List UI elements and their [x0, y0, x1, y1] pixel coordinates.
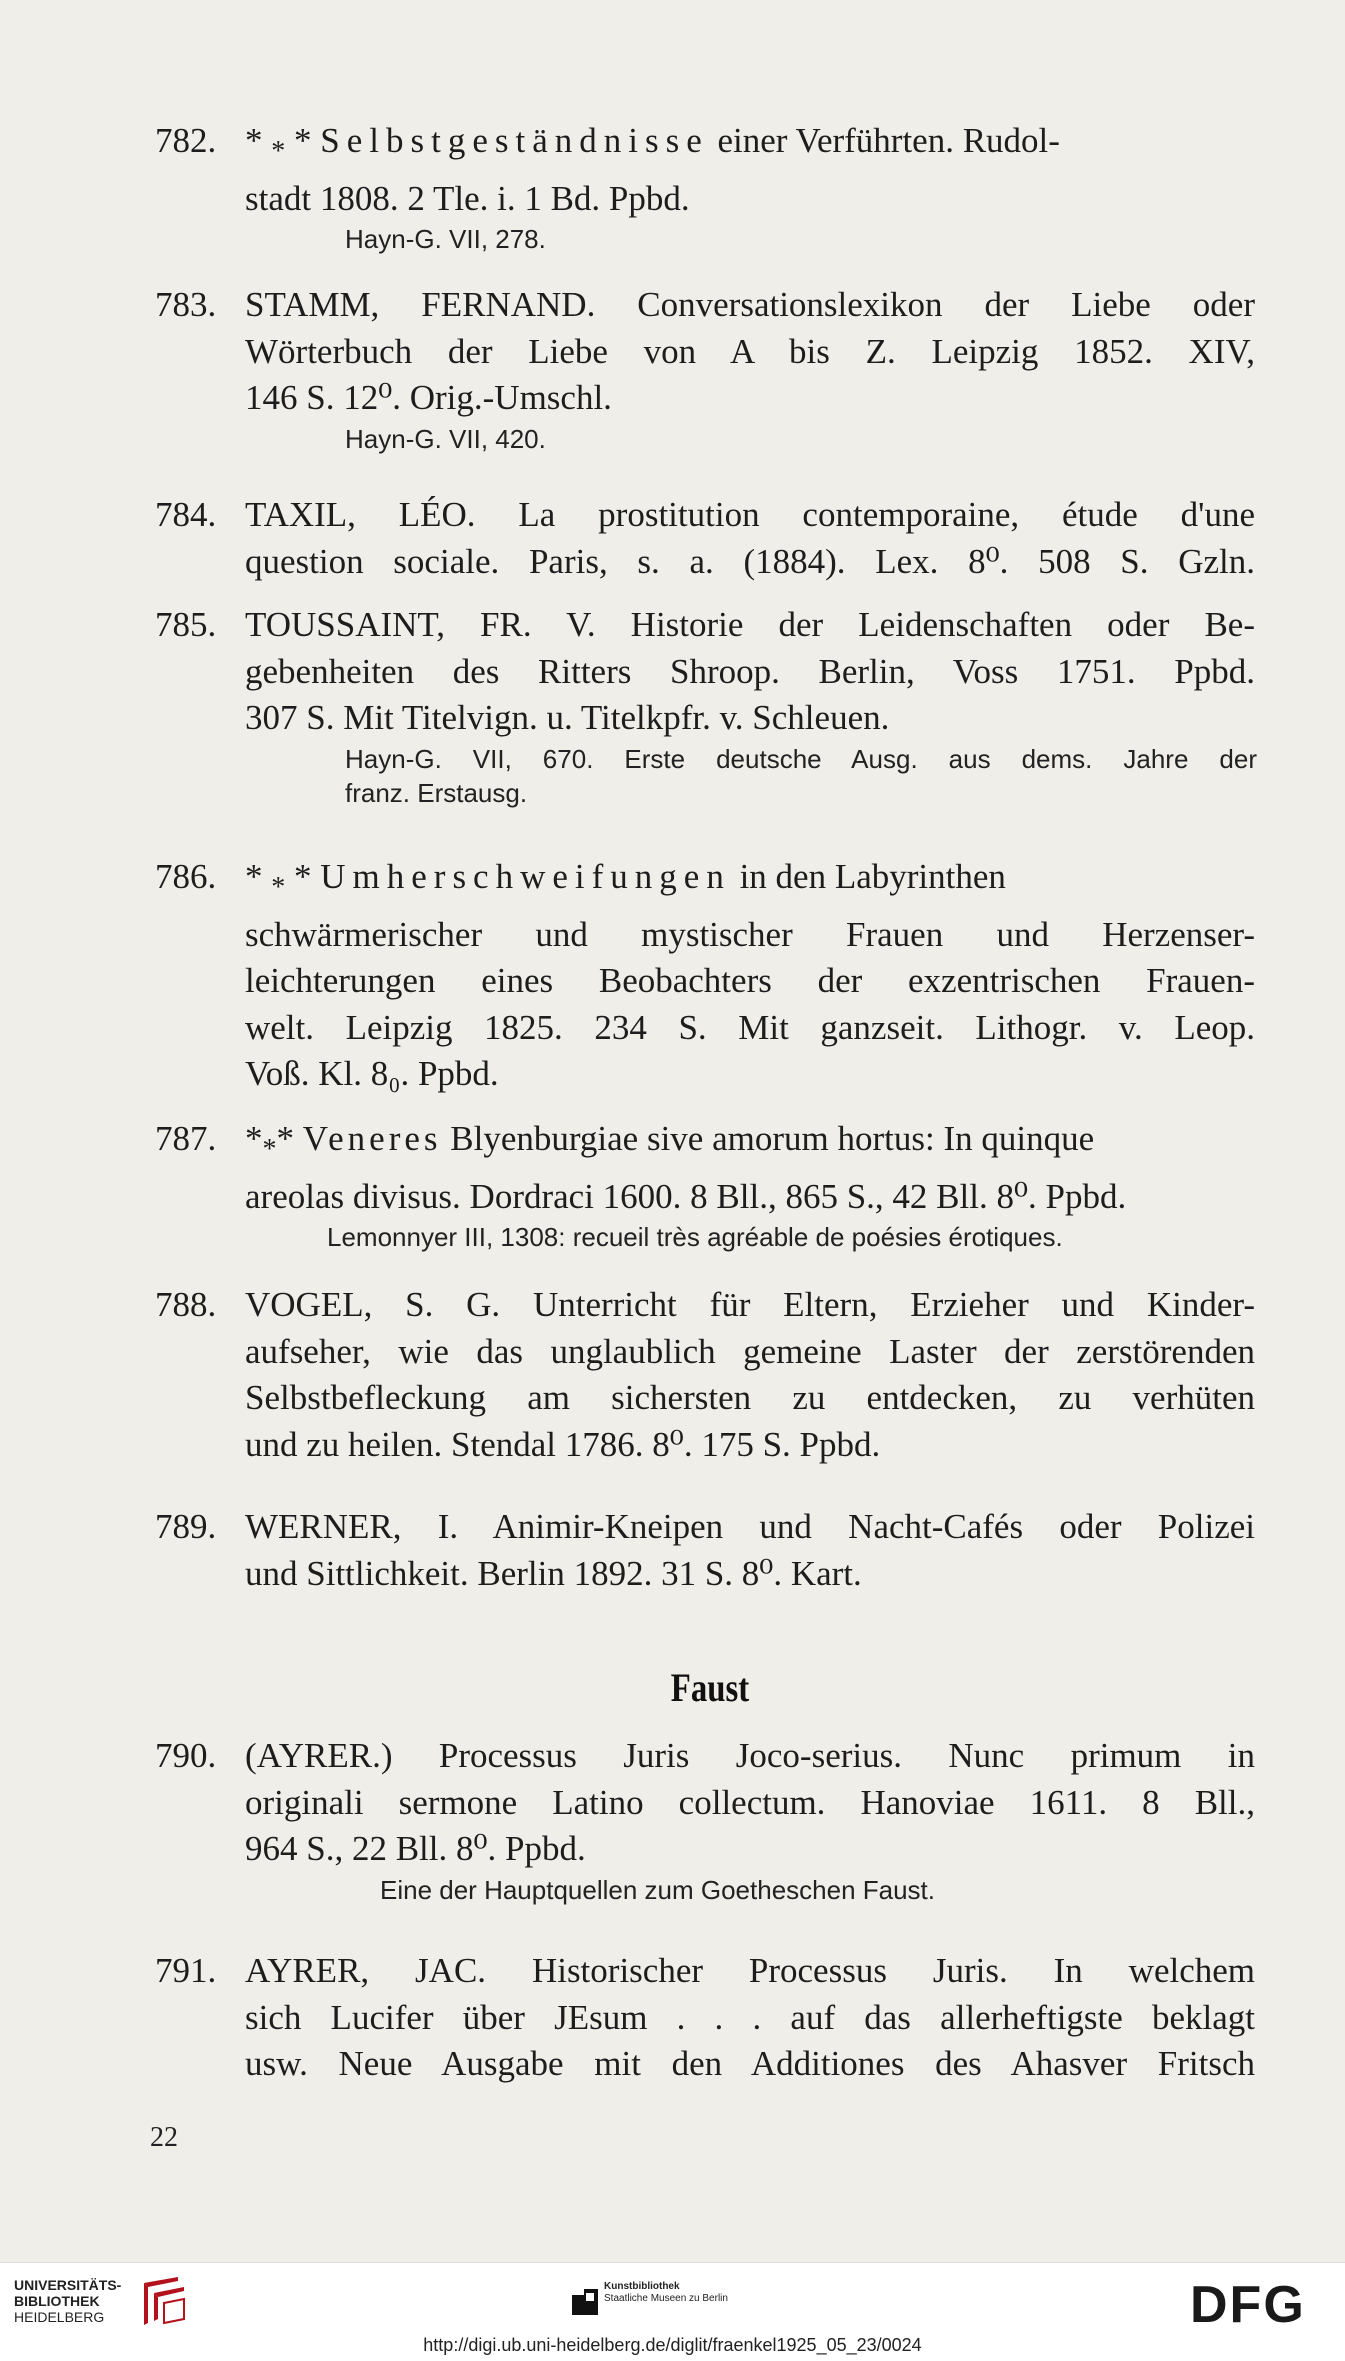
entry-line: und Sittlichkeit. Berlin 1892. 31 S. 8⁰. Kart. [245, 1553, 862, 1593]
entry-line [245, 118, 1255, 176]
entry-783 [155, 282, 1265, 456]
logo-text: Kunstbibliothek [604, 2281, 680, 2292]
university-logo-mark-icon [138, 2275, 190, 2327]
entry-line: stadt 1808. 2 Tle. i. 1 Bd. Ppbd. [245, 178, 690, 218]
entry-line: 146 S. 12⁰. Orig.-Umschl. [245, 378, 612, 417]
entry-line: question sociale. Paris, s. a. (1884). Lex. 8⁰. 508 S. Gzln. [245, 541, 1255, 581]
entry-note: Hayn-G. VII, 420. [345, 423, 546, 454]
entry-line: aufseher, wie das unglaublich gemeine Laster der zerstörenden [245, 1331, 1255, 1371]
university-library-logo[interactable] [14, 2277, 121, 2325]
entry-number: 790. [155, 1736, 217, 1775]
entry-line: Wörterbuch der Liebe von A bis Z. Leipzig 1852. XIV, [245, 331, 1255, 371]
entry-line: usw. Neue Ausgabe mit den Additiones des Ahasver Fritsch [245, 2044, 1255, 2083]
entry-790 [155, 1733, 1265, 1907]
kunstbibliothek-icon [572, 2289, 598, 2315]
asterisk: * [285, 121, 321, 160]
spaced-title: Selbstgeständnisse [320, 121, 709, 160]
entry-number: 791. [155, 1951, 217, 1990]
footer-bar [0, 2262, 1345, 2333]
entry-line: Voß. Kl. 8₀. Ppbd. [245, 1054, 499, 1093]
asterisk: * [276, 1119, 303, 1158]
page-number: 22 [150, 2122, 178, 2153]
entry-text: einer Verführten. Rudol- [708, 121, 1060, 160]
entry-line: leichterungen eines Beobachters der exzentrischen Frauen- [245, 961, 1255, 1000]
entry-note: Eine der Hauptquellen zum Goetheschen Faust. [380, 1874, 936, 1905]
source-url[interactable]: http://digi.ub.uni-heidelberg.de/diglit/fraenkel1925_05_23/0024 [423, 2335, 922, 2355]
entry-line: 307 S. Mit Titelvign. u. Titelkpfr. v. Schleuen. [245, 698, 890, 737]
entry-note: Hayn-G. VII, 278. [345, 224, 546, 254]
entry-785 [155, 602, 1265, 810]
entry-number: 789. [155, 1507, 217, 1546]
asterisk-sub: * [271, 872, 286, 903]
entry-line: (AYRER.) Processus Juris Joco-serius. Nunc primum in [245, 1736, 1255, 1775]
entry-line: VOGEL, S. G. Unterricht für Eltern, Erzieher und Kinder- [245, 1285, 1255, 1324]
entry-line: 964 S., 22 Bll. 8⁰. Ppbd. [245, 1829, 586, 1868]
entry-text: Blyenburgiae sive amorum hortus: In quinque [441, 1119, 1095, 1158]
logo-text: BIBLIOTHEK [14, 2293, 100, 2309]
section-heading: Faust [670, 1665, 750, 1710]
entry-784 [155, 492, 1265, 585]
entry-line: Selbstbefleckung am sichersten zu entdecken, zu verhüten [245, 1378, 1255, 1417]
entry-788 [155, 1282, 1265, 1468]
entry-line: WERNER, I. Animir-Kneipen und Nacht-Cafés oder Polizei [245, 1507, 1255, 1546]
spaced-title: Veneres [302, 1119, 442, 1158]
entry-line [245, 854, 1255, 912]
dfg-logo[interactable]: DFG [1190, 2276, 1306, 2334]
spaced-title: Umherschweifungen [320, 857, 731, 896]
asterisk: * [285, 857, 321, 896]
entry-note: franz. Erstausg. [345, 777, 528, 808]
entry-line: TAXIL, LÉO. La prostitution contemporaine, étude d'une [245, 495, 1255, 534]
entry-line: gebenheiten des Ritters Shroop. Berlin, Voss 1751. Ppbd. [245, 651, 1255, 691]
entry-791 [155, 1948, 1265, 2088]
asterisk: * [245, 857, 272, 896]
entry-789 [155, 1504, 1265, 1597]
entry-line: welt. Leipzig 1825. 234 S. Mit ganzseit. Lithogr. v. Leop. [245, 1007, 1255, 1047]
entry-line: areolas divisus. Dordraci 1600. 8 Bll., 865 S., 42 Bll. 8⁰. Ppbd. [245, 1176, 1127, 1216]
logo-text: UNIVERSITÄTS- [14, 2277, 122, 2293]
entry-line: schwärmerischer und mystischer Frauen und Herzenser- [245, 914, 1255, 954]
asterisk-sub: * [262, 1134, 277, 1165]
logo-text: HEIDELBERG [14, 2309, 105, 2325]
entry-note: Hayn-G. VII, 670. Erste deutsche Ausg. aus dems. Jahre der [345, 743, 1257, 774]
entry-787 [155, 1116, 1265, 1254]
entry-number: 785. [155, 605, 217, 644]
entry-text: in den Labyrinthen [730, 857, 1006, 896]
entry-number: 783. [155, 285, 217, 324]
entry-782 [155, 118, 1265, 256]
logo-text: Staatliche Museen zu Berlin [604, 2293, 728, 2304]
entry-line [245, 1116, 1255, 1174]
asterisk: * [245, 1119, 263, 1158]
entry-line: AYRER, JAC. Historischer Processus Juris. In welchem [245, 1951, 1255, 1990]
entry-number: 784. [155, 495, 217, 534]
asterisk-sub: * [271, 136, 286, 167]
entry-line: und zu heilen. Stendal 1786. 8⁰. 175 S. Ppbd. [245, 1424, 881, 1464]
asterisk: * [245, 121, 272, 160]
entry-number: 786. [155, 857, 217, 896]
entry-line: TOUSSAINT, FR. V. Historie der Leidenschaften oder Be- [245, 605, 1255, 644]
entry-number: 788. [155, 1285, 217, 1324]
entry-line: originali sermone Latino collectum. Hanoviae 1611. 8 Bll., [245, 1782, 1255, 1822]
entry-number: 787. [155, 1119, 217, 1158]
entry-line: sich Lucifer über JEsum . . . auf das allerheftigste beklagt [245, 1997, 1255, 2037]
entry-786 [155, 854, 1265, 1098]
entry-note: Lemonnyer III, 1308: recueil très agréable de poésies érotiques. [327, 1222, 1063, 1252]
entry-line: STAMM, FERNAND. Conversationslexikon der Liebe oder [245, 285, 1255, 324]
entry-number: 782. [155, 121, 217, 160]
